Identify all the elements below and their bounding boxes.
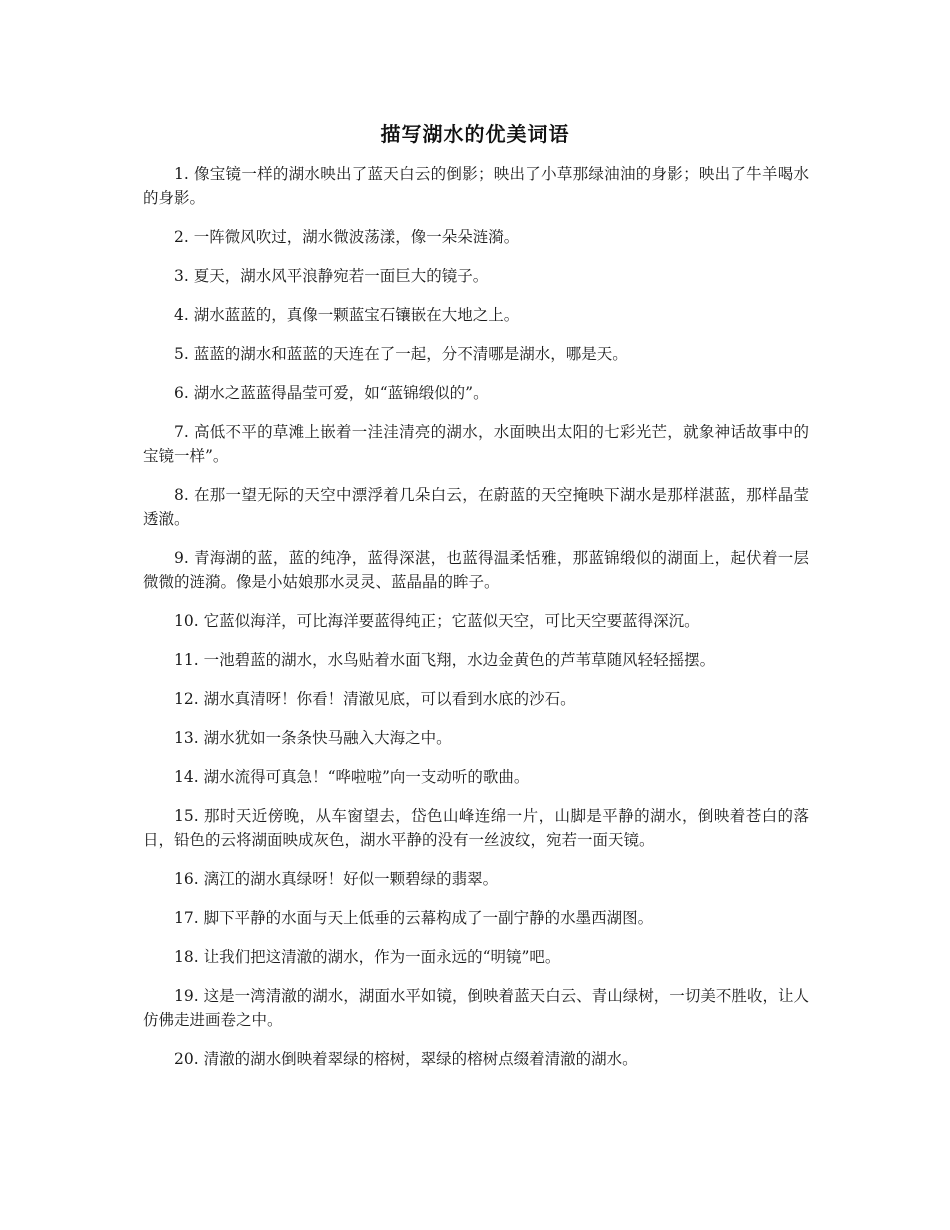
list-item: 5. 蓝蓝的湖水和蓝蓝的天连在了一起，分不清哪是湖水，哪是天。 bbox=[174, 345, 628, 363]
page-title: 描写湖水的优美词语 bbox=[380, 122, 570, 146]
list-item: 16. 漓江的湖水真绿呀！好似一颗碧绿的翡翠。 bbox=[174, 870, 499, 888]
list-item: 4. 湖水蓝蓝的，真像一颗蓝宝石镶嵌在大地之上。 bbox=[174, 306, 520, 324]
list-item: 1. 像宝镜一样的湖水映出了蓝天白云的倒影；映出了小草那绿油油的身影；映出了牛羊喝水的身影。 bbox=[143, 165, 809, 207]
list-item: 18. 让我们把这清澈的湖水，作为一面永远的“明镜”吧。 bbox=[174, 948, 561, 966]
list-item: 17. 脚下平静的水面与天上低垂的云幕构成了一副宁静的水墨西湖图。 bbox=[174, 909, 654, 927]
list-item: 2. 一阵微风吹过，湖水微波荡漾，像一朵朵涟漪。 bbox=[174, 228, 520, 246]
list-item: 8. 在那一望无际的天空中漂浮着几朵白云，在蔚蓝的天空掩映下湖水是那样湛蓝，那样晶莹透澈。 bbox=[143, 486, 809, 528]
phrase-list bbox=[143, 162, 809, 1086]
list-item: 14. 湖水流得可真急！“哗啦啦”向一支动听的歌曲。 bbox=[174, 768, 530, 786]
list-item: 15. 那时天近傍晚，从车窗望去，岱色山峰连绵一片，山脚是平静的湖水，倒映着苍白的落日，铅色的云将湖面映成灰色，湖水平静的没有一丝波纹，宛若一面天镜。 bbox=[143, 807, 809, 849]
list-item: 20. 清澈的湖水倒映着翠绿的榕树，翠绿的榕树点缀着清澈的湖水。 bbox=[174, 1050, 638, 1068]
list-item: 9. 青海湖的蓝，蓝的纯净，蓝得深湛，也蓝得温柔恬雅，那蓝锦缎似的湖面上，起伏着一层微微的涟漪。像是小姑娘那水灵灵、蓝晶晶的眸子。 bbox=[143, 549, 809, 591]
list-item: 11. 一池碧蓝的湖水，水鸟贴着水面飞翔，水边金黄色的芦苇草随风轻轻摇摆。 bbox=[174, 651, 716, 669]
list-item: 6. 湖水之蓝蓝得晶莹可爱，如“蓝锦缎似的”。 bbox=[174, 384, 489, 402]
list-item: 7. 高低不平的草滩上嵌着一洼洼清亮的湖水，水面映出太阳的七彩光芒，就象神话故事中的宝镜一样”。 bbox=[143, 423, 809, 465]
list-item: 10. 它蓝似海洋，可比海洋要蓝得纯正；它蓝似天空，可比天空要蓝得深沉。 bbox=[174, 612, 700, 630]
list-item: 19. 这是一湾清澈的湖水，湖面水平如镜，倒映着蓝天白云、青山绿树，一切美不胜收，让人仿佛走进画卷之中。 bbox=[143, 987, 809, 1029]
list-item: 12. 湖水真清呀！你看！清澈见底，可以看到水底的沙石。 bbox=[174, 690, 576, 708]
list-item: 3. 夏天，湖水风平浪静宛若一面巨大的镜子。 bbox=[174, 267, 489, 285]
list-item: 13. 湖水犹如一条条快马融入大海之中。 bbox=[174, 729, 452, 747]
